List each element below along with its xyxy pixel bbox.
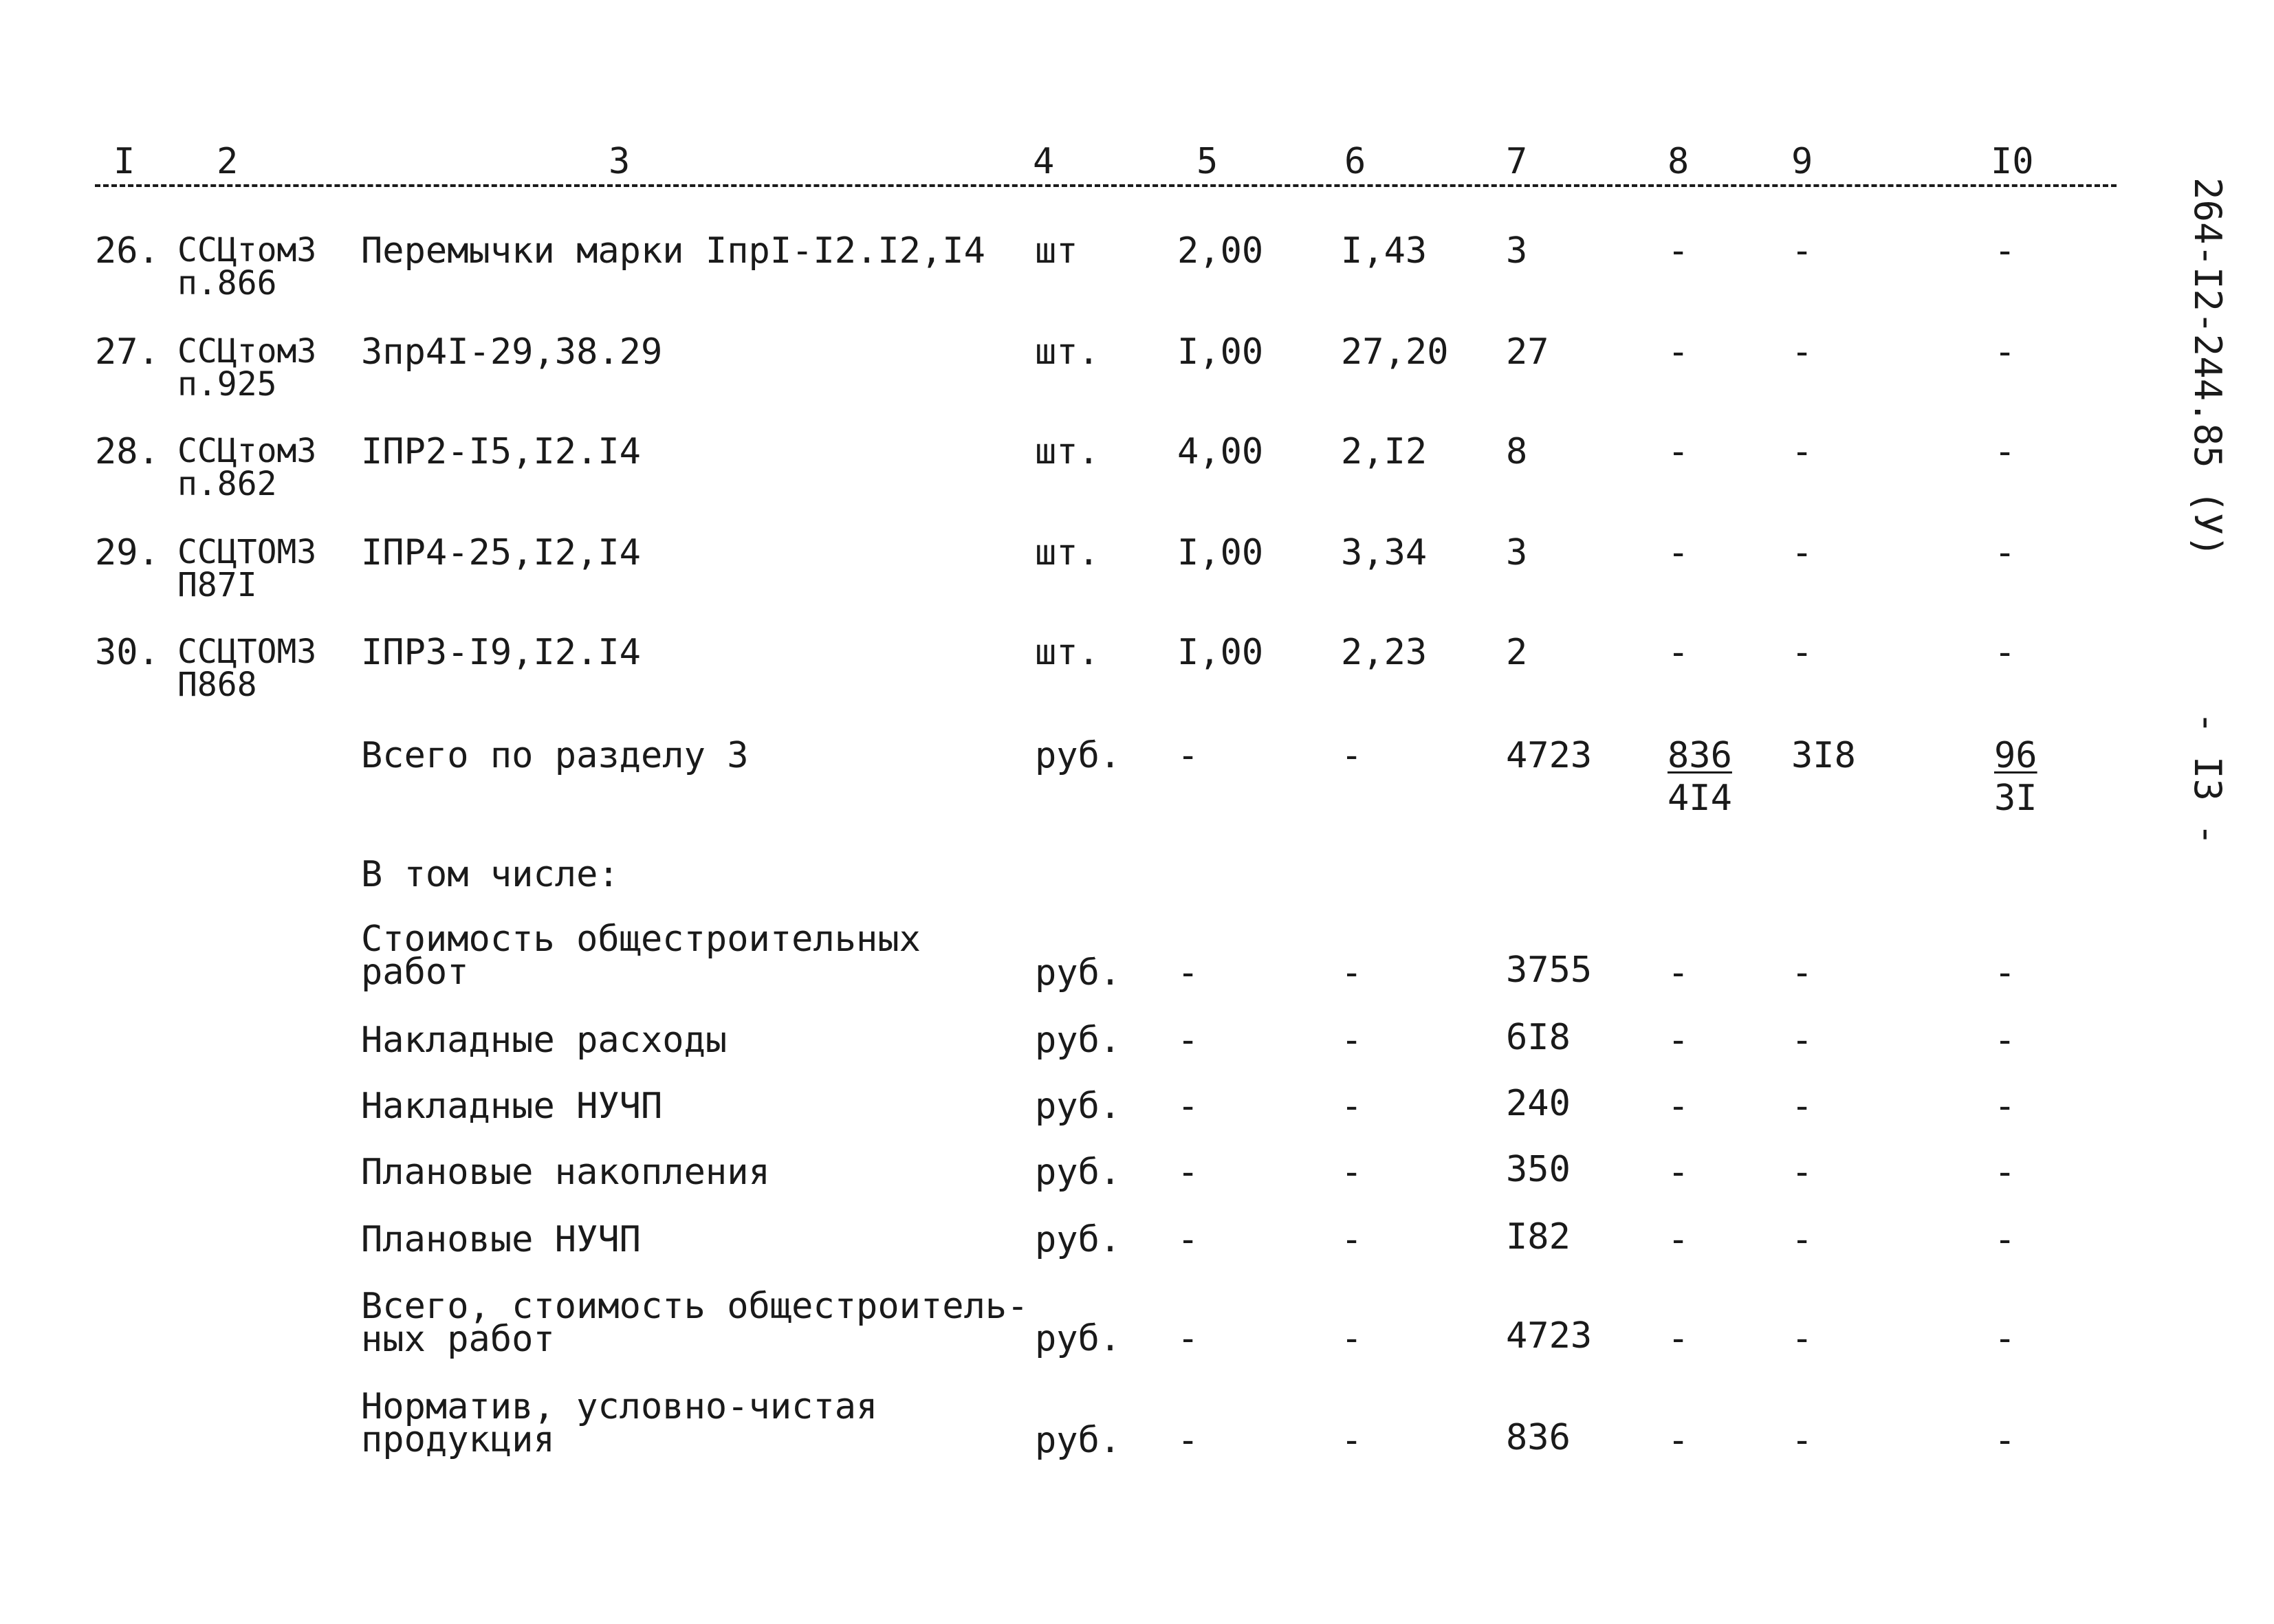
- row-description: IПР4-25,I2,I4: [361, 532, 641, 573]
- header-divider: [95, 184, 2117, 187]
- row-col9: -: [1791, 431, 1813, 472]
- row-col5: I,00: [1177, 532, 1264, 573]
- row-unit: шт: [1035, 230, 1078, 272]
- row-col8: -: [1668, 230, 1690, 272]
- summary-col6: -: [1341, 1152, 1363, 1193]
- total-description: Всего по разделу 3: [361, 735, 749, 776]
- summary-col10: -: [1994, 1318, 2016, 1359]
- row-description: IПР2-I5,I2.I4: [361, 431, 641, 472]
- row-col8: -: [1668, 431, 1690, 472]
- row-col10: -: [1994, 331, 2016, 373]
- summary-col6: -: [1341, 1086, 1363, 1127]
- row-col6: 3,34: [1341, 532, 1428, 573]
- row-col7: 27: [1506, 331, 1549, 373]
- col-header-7: 7: [1506, 141, 1528, 182]
- col-header-1: I: [113, 141, 135, 182]
- summary-col5: -: [1177, 1318, 1199, 1359]
- summary-col9: -: [1791, 1420, 1813, 1461]
- summary-col7: 6I8: [1506, 1017, 1571, 1058]
- summary-unit: руб.: [1035, 952, 1122, 994]
- row-col5: I,00: [1177, 331, 1264, 373]
- row-col8: -: [1668, 331, 1690, 373]
- row-col8: -: [1668, 632, 1690, 673]
- summary-col8: -: [1668, 1219, 1690, 1260]
- row-col8: -: [1668, 532, 1690, 573]
- row-reference: ССЦТОМ3 П87I: [177, 533, 317, 604]
- summary-col5: -: [1177, 952, 1199, 994]
- row-number: 28.: [95, 431, 160, 472]
- summary-col5: -: [1177, 1020, 1199, 1061]
- col-header-8: 8: [1668, 141, 1690, 182]
- row-unit: шт.: [1035, 431, 1100, 472]
- row-col5: 2,00: [1177, 230, 1264, 272]
- row-number: 27.: [95, 331, 160, 373]
- summary-col8: -: [1668, 1152, 1690, 1193]
- total-col6: -: [1341, 735, 1363, 776]
- summary-description: Всего, стоимость общестроитель- ных работ: [361, 1286, 1029, 1360]
- summary-col6: -: [1341, 1420, 1363, 1461]
- summary-description: Плановые накопления: [361, 1152, 770, 1193]
- row-col10: -: [1994, 632, 2016, 673]
- summary-col10: -: [1994, 1152, 2016, 1193]
- summary-col8: -: [1668, 1318, 1690, 1359]
- col-header-10: I0: [1991, 141, 2034, 182]
- summary-col5: -: [1177, 1420, 1199, 1461]
- row-col5: I,00: [1177, 632, 1264, 673]
- summary-col5: -: [1177, 1086, 1199, 1127]
- summary-col9: -: [1791, 1219, 1813, 1260]
- col-header-9: 9: [1791, 141, 1813, 182]
- row-number: 30.: [95, 632, 160, 673]
- summary-col6: -: [1341, 1318, 1363, 1359]
- summary-col7: I82: [1506, 1216, 1571, 1258]
- row-col5: 4,00: [1177, 431, 1264, 472]
- row-unit: шт.: [1035, 632, 1100, 673]
- row-col9: -: [1791, 532, 1813, 573]
- summary-unit: руб.: [1035, 1219, 1122, 1260]
- summary-col5: -: [1177, 1219, 1199, 1260]
- summary-col9: -: [1791, 1318, 1813, 1359]
- summary-col9: -: [1791, 1020, 1813, 1061]
- col-header-6: 6: [1344, 141, 1366, 182]
- row-col7: 2: [1506, 632, 1528, 673]
- summary-col10: -: [1994, 952, 2016, 994]
- summary-unit: руб.: [1035, 1020, 1122, 1061]
- total-col10-fraction: [1994, 737, 2037, 817]
- summary-description: Плановые НУЧП: [361, 1219, 641, 1260]
- row-unit: шт.: [1035, 331, 1100, 373]
- row-col7: 8: [1506, 431, 1528, 472]
- row-col7: 3: [1506, 532, 1528, 573]
- summary-col8: -: [1668, 952, 1690, 994]
- summary-unit: руб.: [1035, 1152, 1122, 1193]
- total-col8-numerator: 836: [1668, 735, 1732, 776]
- summary-col9: -: [1791, 952, 1813, 994]
- row-col9: -: [1791, 230, 1813, 272]
- summary-col8: -: [1668, 1020, 1690, 1061]
- total-col10-denominator: 3I: [1994, 778, 2037, 819]
- total-unit: руб.: [1035, 735, 1122, 776]
- summary-col10: -: [1994, 1219, 2016, 1260]
- col-header-3: 3: [609, 141, 631, 182]
- summary-col6: -: [1341, 1020, 1363, 1061]
- row-reference: ССЦтом3 п.925: [177, 332, 317, 404]
- summary-col8: -: [1668, 1420, 1690, 1461]
- row-reference: ССЦтом3 п.862: [177, 432, 317, 503]
- row-col9: -: [1791, 331, 1813, 373]
- summary-unit: руб.: [1035, 1420, 1122, 1461]
- row-col10: -: [1994, 532, 2016, 573]
- summary-description: Норматив, условно-чистая продукция: [361, 1386, 878, 1460]
- row-col6: 27,20: [1341, 331, 1449, 373]
- page-number: - I3 -: [2186, 712, 2229, 846]
- total-col8-fraction: [1668, 737, 1732, 817]
- summary-col6: -: [1341, 1219, 1363, 1260]
- summary-col10: -: [1994, 1086, 2016, 1127]
- col-header-5: 5: [1196, 141, 1218, 182]
- document-code: 264-I2-244.85 (У): [2186, 177, 2229, 558]
- row-col6: 2,23: [1341, 632, 1428, 673]
- summary-description: Накладные расходы: [361, 1020, 728, 1061]
- summary-unit: руб.: [1035, 1318, 1122, 1359]
- row-unit: шт.: [1035, 532, 1100, 573]
- summary-col5: -: [1177, 1152, 1199, 1193]
- summary-col7: 3755: [1506, 950, 1593, 991]
- including-label: В том числе:: [361, 854, 620, 895]
- row-number: 26.: [95, 230, 160, 272]
- summary-col7: 350: [1506, 1149, 1571, 1190]
- row-col10: -: [1994, 230, 2016, 272]
- row-description: 3пр4I-29,38.29: [361, 331, 663, 373]
- row-description: IПР3-I9,I2.I4: [361, 632, 641, 673]
- row-col7: 3: [1506, 230, 1528, 272]
- row-col6: 2,I2: [1341, 431, 1428, 472]
- total-col9: 3I8: [1791, 735, 1856, 776]
- summary-col8: -: [1668, 1086, 1690, 1127]
- summary-description: Стоимость общестроительных работ: [361, 919, 921, 993]
- total-col5: -: [1177, 735, 1199, 776]
- row-col10: -: [1994, 431, 2016, 472]
- row-reference: ССЦТОМ3 П868: [177, 633, 317, 704]
- row-col9: -: [1791, 632, 1813, 673]
- summary-col10: -: [1994, 1020, 2016, 1061]
- total-col7: 4723: [1506, 735, 1593, 776]
- total-col10-numerator: 96: [1994, 735, 2037, 776]
- col-header-4: 4: [1033, 141, 1055, 182]
- summary-col10: -: [1994, 1420, 2016, 1461]
- row-description: Перемычки марки IпрI-I2.I2,I4: [361, 230, 985, 272]
- summary-col9: -: [1791, 1152, 1813, 1193]
- summary-col7: 836: [1506, 1417, 1571, 1458]
- summary-unit: руб.: [1035, 1086, 1122, 1127]
- summary-description: Накладные НУЧП: [361, 1086, 663, 1127]
- total-col8-denominator: 4I4: [1668, 778, 1732, 819]
- summary-col7: 4723: [1506, 1315, 1593, 1357]
- summary-col9: -: [1791, 1086, 1813, 1127]
- summary-col6: -: [1341, 952, 1363, 994]
- row-reference: ССЦтом3 п.866: [177, 231, 317, 303]
- col-header-2: 2: [217, 141, 239, 182]
- row-col6: I,43: [1341, 230, 1428, 272]
- summary-col7: 240: [1506, 1083, 1571, 1124]
- row-number: 29.: [95, 532, 160, 573]
